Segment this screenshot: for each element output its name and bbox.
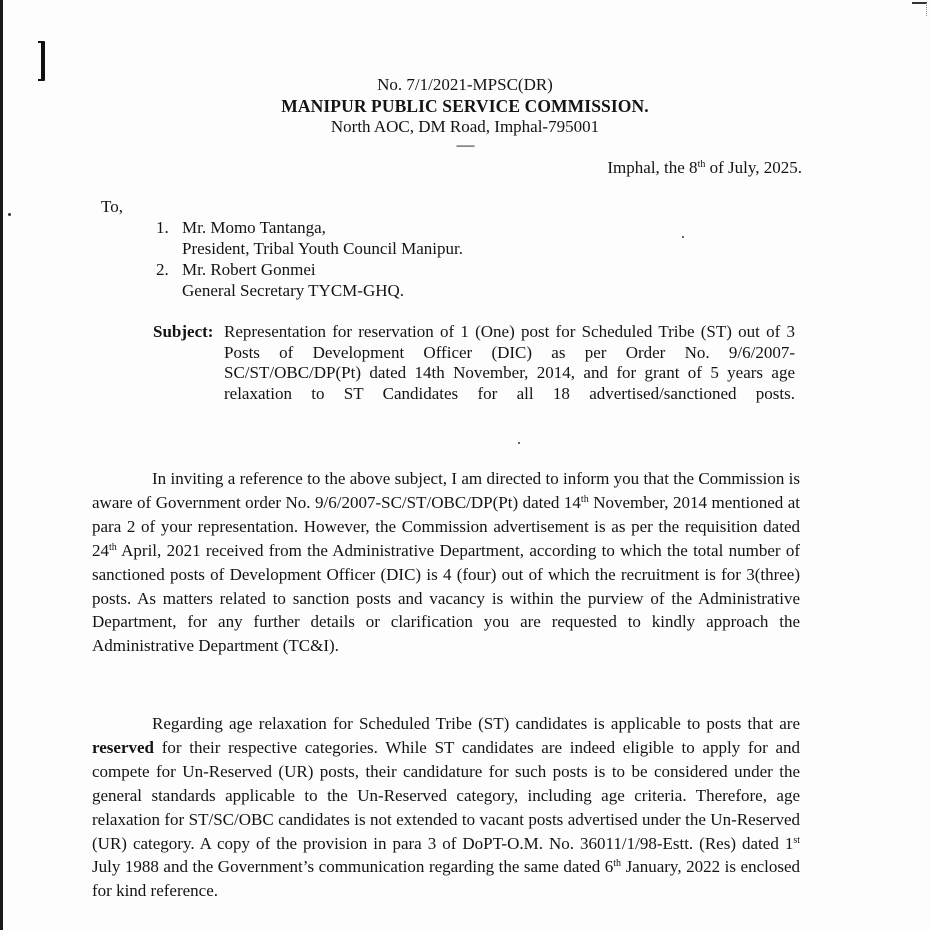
recipient-designation: President, Tribal Youth Council Manipur. [182,239,464,258]
recipient-number: 2. [156,260,169,279]
reference-number: No. 7/1/2021-MPSC(DR) [377,75,553,94]
letter-date: Imphal, the 8th of July, 2025. [607,158,802,177]
recipient-name: Mr. Robert Gonmei [182,260,316,279]
subject-block [153,322,795,425]
recipient-list [156,217,463,301]
recipient-number: 1. [156,218,169,237]
recipient-designation: General Secretary TYCM-GHQ. [182,281,405,300]
to-label: To, [101,197,123,216]
recipient-name: Mr. Momo Tantanga, [182,218,326,237]
recipient-item [156,259,463,301]
scan-speck [8,213,11,216]
emphasis-reserved: reserved [92,737,154,757]
organization-name: MANIPUR PUBLIC SERVICE COMMISSION. [281,96,649,116]
body-paragraph-2: Regarding age relaxation for Scheduled Tribe (ST) candidates is applicable to posts that are reserved for their respective categories. While ST candidates are indeed eligible to apply for and compete for Un-Reserved (UR) posts, their candidature for such posts is to be considered under the general standards applicable to the Un-Reserved category, including age criteria. Therefore, age relaxation for ST/SC/OBC candidates is not extended to vacant posts advertised under the Un-Reserved (UR) category. A copy of the provision in para 3 of DoPT-O.M. No. 36011/1/98-Estt. (Res) dated 1st July 1988 and the Government’s communication regarding the same dated 6th January, 2022 is enclosed for kind reference. [92,714,801,901]
subject-label: Subject: [153,322,214,341]
recipient-item [156,217,463,259]
header-separator: ------ [456,138,474,152]
scan-speck [518,442,520,444]
scan-corner-mark [912,2,927,16]
subject-text: Representation for reservation of 1 (One) post for Scheduled Tribe (ST) out of 3 Posts of Development Officer (DIC) as per Order No. 9/6/2007-SC/ST/OBC/DP(Pt) dated 14th November, 2014, and for grant of 5 years age relaxation to ST Candidates for all 18 advertised/sanctioned posts. [224,322,795,403]
organization-address: North AOC, DM Road, Imphal-795001 [330,117,600,136]
scan-speck [682,236,684,238]
body-paragraph-1: In inviting a reference to the above subject, I am directed to inform you that the Commission is aware of Government order No. 9/6/2007-SC/ST/OBC/DP(Pt) dated 14th November, 2014 mentioned at para 2 of your representation. However, the Commission advertisement is as per the requisition dated 24th April, 2021 received from the Administrative Department, according to which the total number of sanctioned posts of Development Officer (DIC) is 4 (four) out of which the recruitment is for 3(three) posts. As matters related to sanction posts and vacancy is within the purview of the Administrative Department, for any further details or clarification you are requested to kindly approach the Administrative Department (TC&I). [92,469,800,656]
